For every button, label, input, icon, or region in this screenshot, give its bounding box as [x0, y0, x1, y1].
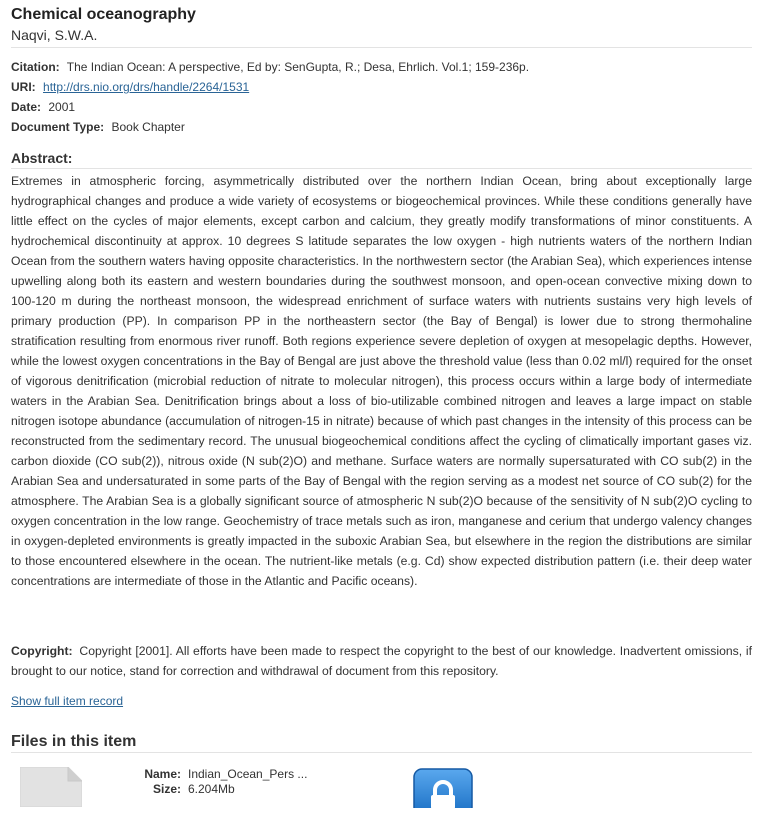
abstract-divider: [11, 168, 752, 169]
abstract-text: Extremes in atmospheric forcing, asymmetrically distributed over the northern Indian Ocean, bring about exceptionally large hydrographical changes and produce a wide variety of ecosystems or biogeochemical provinces. While these conditions generally have little effect on the cycles of major elements, except carbon and calcium, they greatly modify transformations of minor constituents. A hydrochemical discontinuity at approx. 10 degrees S latitude separates the low oxygen - high nutrients waters of the northern Indian Ocean from the southern waters having opposite characteristics. In the northwestern sector (the Arabian Sea), which experiences intense upwelling along both its eastern and western boundaries during the southwest monsoon, and open-ocean convective mixing down to 100-120 m during the northeast monsoon, the widespread enrichment of surface waters with nutrients sustains very high levels of primary production (PP). In comparison PP in the northeastern sector (the Bay of Bengal) is lower due to strong thermohaline stratification resulting from enormous river runoff. Both regions experience severe depletion of oxygen at mesopelagic depths. However, while the lowest oxygen concentrations in the Bay of Bengal are just above the threshold value (less than 0.02 ml/l) required for the onset of vigorous denitrification (microbial reduction of nitrate to molecular nitrogen), this process occurs within a large body of intermediate waters in the Arabian Sea. Denitrification brings about a loss of bio-utilizable combined nitrogen and leaves a large impact on stable nitrogen isotope abundance (accumulation of nitrogen-15 in nitrate) because of which past changes in the intensity of this process can be reconstructed from the sedimentary record. The unusual biogeochemical conditions affect the cycling of climatically important gases viz. carbon dioxide (CO sub(2)), nitrous oxide (N sub(2)O) and methane. Surface waters are normally supersaturated with CO sub(2) in the Arabian Sea and undersaturated in some parts of the Bay of Bengal with the region serving as a modest net source of CO sub(2) for the atmosphere. The Arabian Sea is a globally significant source of atmospheric N sub(2)O because of the sensitivity of N sub(2)O cycling to oxygen concentration in the low range. Geochemistry of trace metals such as iron, manganese and cerium that undergo valency changes in oxygen-depleted environments is greatly impacted in the suboxic Arabian Sea, but elsewhere in the region the distributions are similar to those encountered elsewhere in the ocean. The nutrient-like metals (e.g. Cd) show expected distribution pattern (i.e. their deep water concentrations are intermediate of those in the Atlantic and Pacific oceans).: [11, 174, 752, 588]
show-full-record: [11, 693, 123, 709]
abstract-heading: Abstract:: [11, 150, 73, 166]
file-size-row: [131, 782, 307, 797]
file-size-label: Size:: [152, 782, 181, 796]
copyright-label: Copyright:: [11, 644, 73, 658]
citation-row: [11, 59, 529, 75]
file-name-row: [131, 767, 307, 782]
item-title: Chemical oceanography: [11, 6, 196, 23]
citation-value: The Indian Ocean: A perspective, Ed by: SenGupta, R.; Desa, Ehrlich. Vol.1; 159-236p.: [66, 60, 530, 74]
document-type-value: Book Chapter: [111, 120, 185, 134]
files-divider: [11, 752, 752, 753]
uri-row: [11, 79, 249, 95]
item-author: Naqvi, S.W.A.: [11, 27, 98, 43]
date-value: 2001: [48, 100, 76, 114]
copyright-text: Copyright [2001]. All efforts have been made to respect the copyright to the best of our knowledge. Inadvertent omissions, if brought to our notice, stand for correction and withdrawal of document from this repository.: [11, 644, 753, 678]
uri-link[interactable]: http://drs.nio.org/drs/handle/2264/1531: [43, 80, 250, 94]
document-icon[interactable]: [20, 767, 82, 807]
date-row: [11, 99, 75, 115]
file-name-label: Name:: [144, 767, 181, 781]
file-name-value: Indian_Ocean_Pers ...: [188, 767, 308, 781]
uri-label: URI:: [11, 80, 36, 94]
citation-label: Citation:: [11, 60, 60, 74]
show-full-record-link[interactable]: Show full item record: [11, 694, 124, 708]
title-divider: [11, 47, 752, 48]
date-label: Date:: [11, 100, 42, 114]
file-size-value: 6.204Mb: [188, 782, 235, 796]
copyright-block: [11, 641, 752, 681]
lock-icon[interactable]: [413, 768, 473, 808]
files-heading: Files in this item: [11, 733, 137, 750]
document-type-label: Document Type:: [11, 120, 105, 134]
document-type-row: [11, 119, 185, 135]
file-metadata: [131, 767, 307, 797]
